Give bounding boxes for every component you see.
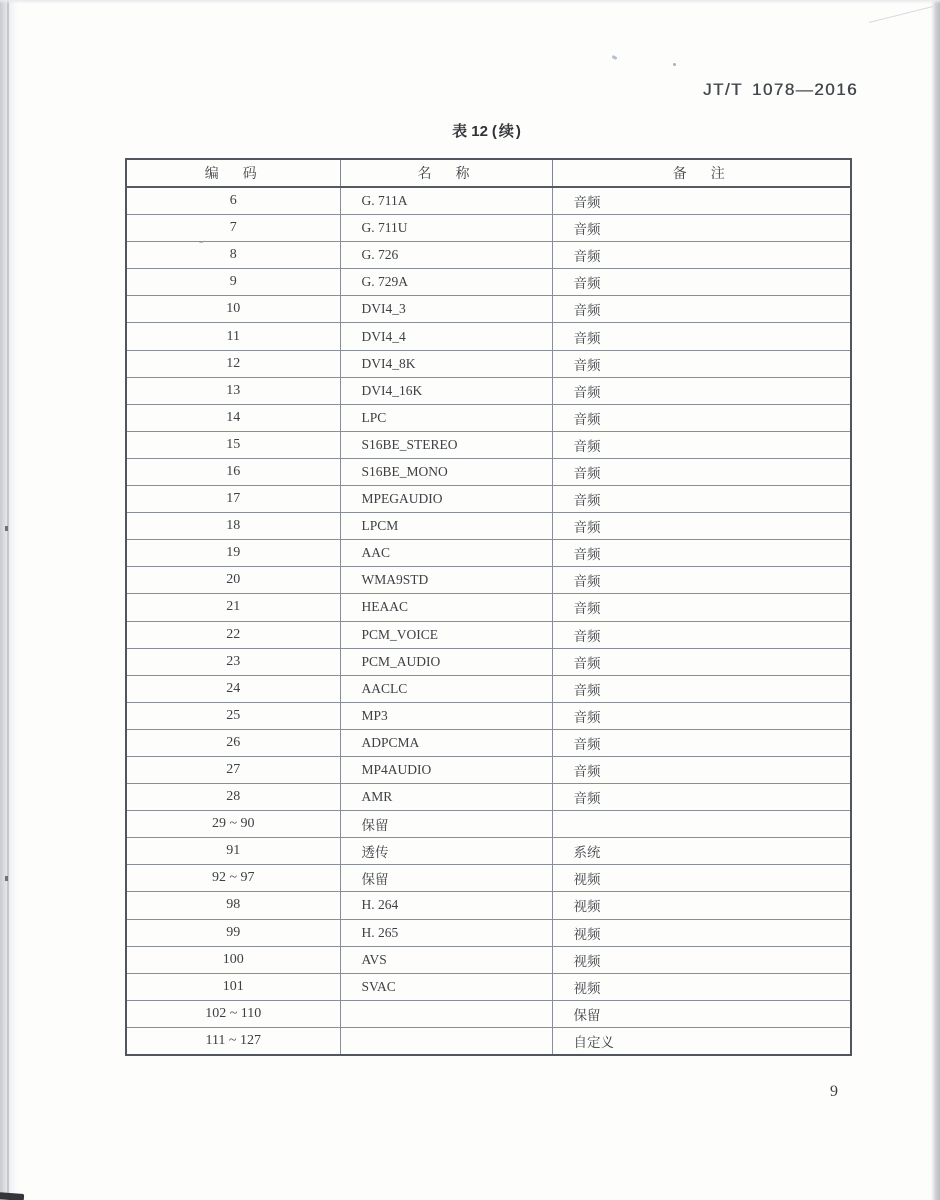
scan-edge-left	[0, 0, 18, 1200]
cell-name: AMR	[340, 784, 552, 811]
cell-name: S16BE_MONO	[340, 458, 552, 485]
cell-name	[340, 1000, 552, 1027]
cell-name: 保留	[340, 865, 552, 892]
cell-code: 14	[126, 404, 340, 431]
cell-code: 6	[126, 187, 340, 215]
table-caption-continued: (续)	[491, 123, 523, 140]
cell-name: DVI4_3	[340, 296, 552, 323]
cell-remark: 视频	[552, 892, 851, 919]
standard-number: JT/T 1078—2016	[702, 80, 858, 99]
cell-remark: 音频	[552, 296, 851, 323]
scan-artifact-speck	[612, 55, 618, 60]
table-row	[126, 756, 851, 783]
cell-remark: 视频	[552, 865, 851, 892]
cell-code: 99	[126, 919, 340, 946]
cell-code: 23	[126, 648, 340, 675]
table-row	[126, 865, 851, 892]
cell-name: DVI4_16K	[340, 377, 552, 404]
cell-remark: 音频	[552, 350, 851, 377]
scan-edge-top	[0, 0, 940, 4]
cell-code: 17	[126, 486, 340, 513]
table-row	[126, 594, 851, 621]
table-row	[126, 215, 851, 242]
scan-edge-right	[931, 0, 940, 1200]
cell-name: PCM_VOICE	[340, 621, 552, 648]
cell-remark: 音频	[552, 540, 851, 567]
cell-remark: 音频	[552, 486, 851, 513]
table-row	[126, 269, 851, 296]
cell-name: LPC	[340, 404, 552, 431]
cell-code: 24	[126, 675, 340, 702]
page-number: 9	[830, 1083, 838, 1100]
table-row	[126, 919, 851, 946]
table-caption-label: 表 12	[452, 123, 488, 140]
cell-name: AACLC	[340, 675, 552, 702]
cell-code: 29 ~ 90	[126, 811, 340, 838]
cell-code: 16	[126, 458, 340, 485]
cell-remark: 音频	[552, 187, 851, 215]
cell-remark: 自定义	[552, 1027, 851, 1055]
cell-code: 98	[126, 892, 340, 919]
table-row	[126, 377, 851, 404]
cell-name: AVS	[340, 946, 552, 973]
cell-name: 保留	[340, 811, 552, 838]
cell-remark: 视频	[552, 946, 851, 973]
table-row	[126, 892, 851, 919]
cell-remark: 音频	[552, 729, 851, 756]
cell-code: 22	[126, 621, 340, 648]
table-row	[126, 1000, 851, 1027]
table-caption	[125, 120, 850, 141]
cell-name	[340, 1027, 552, 1055]
cell-code: 7	[126, 215, 340, 242]
header-cell-name: 名 称	[340, 159, 552, 187]
cell-code: 101	[126, 973, 340, 1000]
cell-name: DVI4_4	[340, 323, 552, 350]
cell-name: G. 711U	[340, 215, 552, 242]
cell-name: HEAAC	[340, 594, 552, 621]
cell-remark: 音频	[552, 431, 851, 458]
cell-code: 28	[126, 784, 340, 811]
cell-name: G. 711A	[340, 187, 552, 215]
cell-remark: 音频	[552, 784, 851, 811]
cell-name: LPCM	[340, 513, 552, 540]
cell-code: 12	[126, 350, 340, 377]
cell-code: 27	[126, 756, 340, 783]
cell-code: 18	[126, 513, 340, 540]
cell-remark	[552, 811, 851, 838]
cell-code: 102 ~ 110	[126, 1000, 340, 1027]
cell-remark: 系统	[552, 838, 851, 865]
table-row	[126, 702, 851, 729]
table-row	[126, 838, 851, 865]
cell-code: 13	[126, 377, 340, 404]
cell-remark: 音频	[552, 702, 851, 729]
table-row	[126, 187, 851, 215]
codec-table-body	[126, 187, 851, 1055]
cell-code: 21	[126, 594, 340, 621]
scan-artifact-topright-line	[869, 6, 933, 23]
cell-name: S16BE_STEREO	[340, 431, 552, 458]
cell-code: 8	[126, 242, 340, 269]
table-row	[126, 648, 851, 675]
cell-name: PCM_AUDIO	[340, 648, 552, 675]
table-row	[126, 458, 851, 485]
cell-remark: 音频	[552, 513, 851, 540]
table-row	[126, 946, 851, 973]
cell-remark: 音频	[552, 404, 851, 431]
cell-code: 26	[126, 729, 340, 756]
table-row	[126, 350, 851, 377]
cell-remark: 音频	[552, 323, 851, 350]
cell-code: 25	[126, 702, 340, 729]
cell-remark: 音频	[552, 458, 851, 485]
cell-name: 透传	[340, 838, 552, 865]
cell-code: 92 ~ 97	[126, 865, 340, 892]
cell-name: ADPCMA	[340, 729, 552, 756]
table-row	[126, 513, 851, 540]
cell-name: DVI4_8K	[340, 350, 552, 377]
cell-name: H. 265	[340, 919, 552, 946]
table-row	[126, 811, 851, 838]
table-row	[126, 675, 851, 702]
cell-remark: 音频	[552, 269, 851, 296]
table-row	[126, 486, 851, 513]
cell-code: 19	[126, 540, 340, 567]
cell-remark: 音频	[552, 567, 851, 594]
cell-name: AAC	[340, 540, 552, 567]
cell-code: 15	[126, 431, 340, 458]
cell-name: SVAC	[340, 973, 552, 1000]
table-row	[126, 567, 851, 594]
cell-name: G. 726	[340, 242, 552, 269]
cell-remark: 音频	[552, 621, 851, 648]
table-row	[126, 1027, 851, 1055]
cell-code: 91	[126, 838, 340, 865]
table-row	[126, 621, 851, 648]
table-row	[126, 242, 851, 269]
header-cell-code: 编 码	[126, 159, 340, 187]
cell-name: G. 729A	[340, 269, 552, 296]
table-row	[126, 404, 851, 431]
cell-code: 9	[126, 269, 340, 296]
table-row	[126, 784, 851, 811]
header-row	[126, 159, 851, 187]
table-row	[126, 540, 851, 567]
cell-remark: 音频	[552, 377, 851, 404]
cell-code: 111 ~ 127	[126, 1027, 340, 1055]
cell-remark: 保留	[552, 1000, 851, 1027]
header-cell-remark: 备 注	[552, 159, 851, 187]
codec-table-header	[126, 159, 851, 187]
cell-remark: 音频	[552, 648, 851, 675]
cell-code: 10	[126, 296, 340, 323]
cell-remark: 音频	[552, 242, 851, 269]
table-row	[126, 323, 851, 350]
cell-remark: 音频	[552, 594, 851, 621]
codec-table	[125, 158, 852, 1056]
cell-remark: 音频	[552, 215, 851, 242]
cell-remark: 视频	[552, 919, 851, 946]
cell-code: 100	[126, 946, 340, 973]
cell-name: MPEGAUDIO	[340, 486, 552, 513]
cell-code: 20	[126, 567, 340, 594]
cell-name: H. 264	[340, 892, 552, 919]
scan-artifact-dot	[673, 63, 676, 66]
cell-remark: 音频	[552, 675, 851, 702]
table-row	[126, 431, 851, 458]
table-row	[126, 973, 851, 1000]
table-row	[126, 729, 851, 756]
scan-crease-line	[7, 0, 9, 1200]
table-row	[126, 296, 851, 323]
cell-code: 11	[126, 323, 340, 350]
cell-name: MP3	[340, 702, 552, 729]
cell-name: WMA9STD	[340, 567, 552, 594]
cell-name: MP4AUDIO	[340, 756, 552, 783]
cell-remark: 视频	[552, 973, 851, 1000]
cell-remark: 音频	[552, 756, 851, 783]
